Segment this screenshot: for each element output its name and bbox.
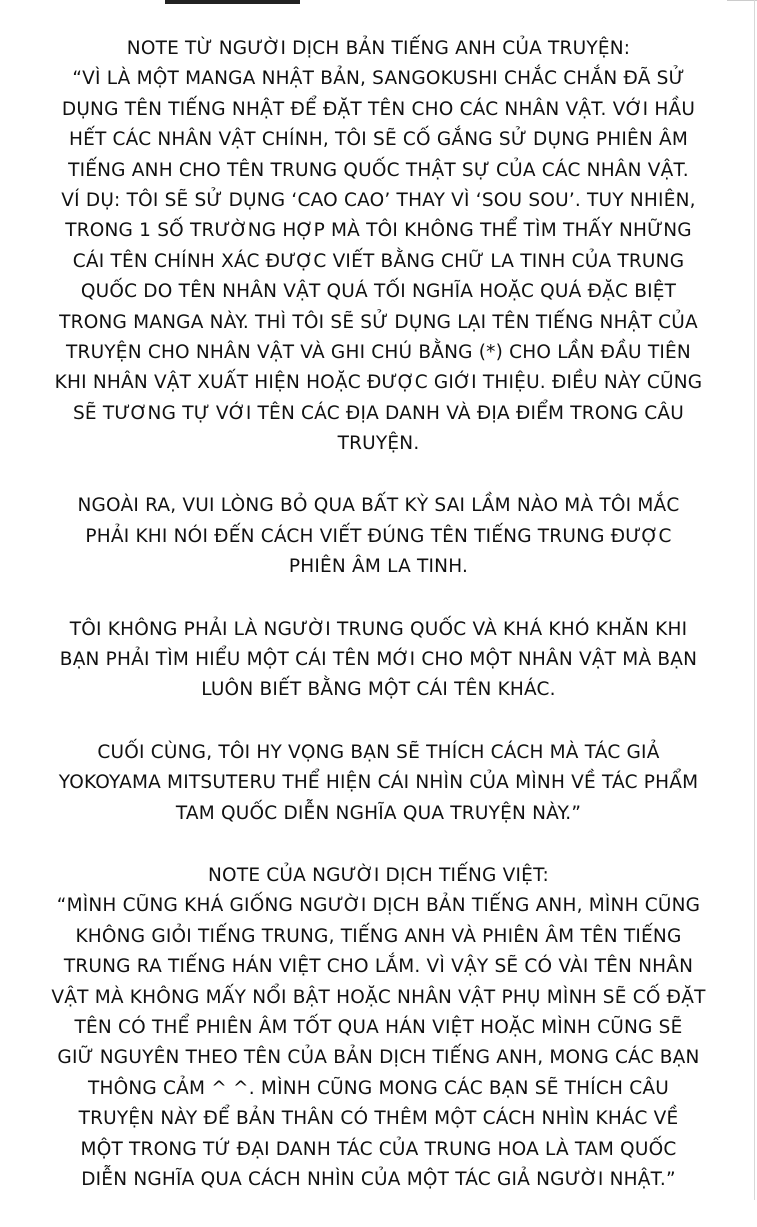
paragraph-line: PHIÊN ÂM LA TINH. — [288, 556, 469, 578]
paragraph-closing-hope — [20, 738, 737, 829]
translator-notes-page — [20, 34, 737, 1227]
note-heading: NOTE TỪ NGƯỜI DỊCH BẢN TIẾNG ANH CỦA TRUYỆN: — [126, 38, 631, 59]
note-line: KHI NHÂN VẬT XUẤT HIỆN HOẶC ĐƯỢC GIỚI THIỆU. ĐIỀU NÀY CŨNG — [54, 372, 703, 394]
paragraph-line: CUỐI CÙNG, TÔI HY VỌNG BẠN SẼ THÍCH CÁCH MÀ TÁC GIẢ — [97, 741, 660, 763]
note-line: TRUYỆN NÀY ĐỂ BẢN THÂN CÓ THÊM MỘT CÁCH NHÌN KHÁC VỀ — [78, 1108, 679, 1130]
paragraph-line: TAM QUỐC DIỄN NGHĨA QUA TRUYỆN NÀY.” — [175, 802, 582, 824]
note-heading: NOTE CỦA NGƯỜI DỊCH TIẾNG VIỆT: — [208, 864, 549, 886]
paragraph-line: YOKOYAMA MITSUTERU THỂ HIỆN CÁI NHÌN CỦA MÌNH VỀ TÁC PHẨM — [58, 772, 699, 794]
note-line: “MÌNH CŨNG KHÁ GIỐNG NGƯỜI DỊCH BẢN TIẾNG ANH, MÌNH CŨNG — [56, 895, 701, 917]
note-line: VÍ DỤ: TÔI SẼ SỬ DỤNG ‘CAO CAO’ THAY VÌ ‘SOU SOU’. TUY NHIÊN, — [61, 189, 696, 211]
page-edge-line — [754, 0, 755, 1200]
paragraph-line: NGOÀI RA, VUI LÒNG BỎ QUA BẤT KỲ SAI LẦM NÀO MÀ TÔI MẮC — [77, 495, 680, 517]
paragraph-not-chinese — [20, 615, 737, 706]
paragraph-line: BẠN PHẢI TÌM HIỂU MỘT CÁI TÊN MỚI CHO MỘT NHÂN VẬT MÀ BẠN — [59, 649, 698, 671]
corner-mark — [727, 0, 757, 1]
note-line: HẾT CÁC NHÂN VẬT CHÍNH, TÔI SẼ CỐ GẮNG SỬ DỤNG PHIÊN ÂM — [68, 129, 689, 151]
paragraph-line: LUÔN BIẾT BẰNG MỘT CÁI TÊN KHÁC. — [201, 679, 556, 701]
note-line: “VÌ LÀ MỘT MANGA NHẬT BẢN, SANGOKUSHI CHẮC CHẮN ĐÃ SỬ — [72, 68, 685, 90]
note-line: CÁI TÊN CHÍNH XÁC ĐƯỢC VIẾT BẰNG CHỮ LA TINH CỦA TRUNG — [72, 250, 685, 272]
note-line: THÔNG CẢM ^ ^. MÌNH CŨNG MONG CÁC BẠN SẼ THÍCH CÂU — [88, 1077, 669, 1099]
paragraph-line: TÔI KHÔNG PHẢI LÀ NGƯỜI TRUNG QUỐC VÀ KHÁ KHÓ KHĂN KHI — [69, 618, 688, 640]
note-line: SẼ TƯƠNG TỰ VỚI TÊN CÁC ĐỊA DANH VÀ ĐỊA ĐIỂM TRONG CÂU — [72, 402, 684, 424]
note-line: DỤNG TÊN TIẾNG NHẬT ĐỂ ĐẶT TÊN CHO CÁC NHÂN VẬT. VỚI HẦU — [61, 98, 696, 120]
note-line: QUỐC DO TÊN NHÂN VẬT QUÁ TỐI NGHĨA HOẶC QUÁ ĐẶC BIỆT — [80, 281, 677, 303]
note-line: TRONG MANGA NÀY. THÌ TÔI SẼ SỬ DỤNG LẠI TÊN TIẾNG NHẬT CỦA — [59, 311, 698, 333]
paragraph-romanization-apology — [20, 491, 737, 582]
note-line: TRUYỆN. — [337, 433, 420, 455]
note-line: KHÔNG GIỎI TIẾNG TRUNG, TIẾNG ANH VÀ PHIÊN ÂM TÊN TIẾNG — [75, 925, 682, 947]
english-translator-note — [20, 34, 737, 459]
note-line: TRUNG RA TIẾNG HÁN VIỆT CHO LẮM. VÌ VẬY SẼ CÓ VÀI TÊN NHÂN — [63, 956, 694, 978]
note-line: TÊN CÓ THỂ PHIÊN ÂM TỐT QUA HÁN VIỆT HOẶC MÌNH CŨNG SẼ — [74, 1016, 683, 1038]
note-line: GIỮ NGUYÊN THEO TÊN CỦA BẢN DỊCH TIẾNG ANH, MONG CÁC BẠN — [57, 1047, 700, 1069]
top-border-fragment — [165, 0, 300, 4]
note-line: TIẾNG ANH CHO TÊN TRUNG QUỐC THẬT SỰ CỦA CÁC NHÂN VẬT. — [68, 159, 689, 181]
vietnamese-translator-note — [20, 861, 737, 1195]
note-line: VẬT MÀ KHÔNG MẤY NỔI BẬT HOẶC NHÂN VẬT PHỤ MÌNH SẼ CỐ ĐẶT — [51, 986, 706, 1008]
note-line: TRUYỆN CHO NHÂN VẬT VÀ GHI CHÚ BẰNG (*) CHO LẦN ĐẦU TIÊN — [66, 341, 691, 363]
note-line: TRONG 1 SỐ TRƯỜNG HỢP MÀ TÔI KHÔNG THỂ TÌM THẤY NHỮNG — [65, 220, 692, 242]
note-line: DIỄN NGHĨA QUA CÁCH NHÌN CỦA MỘT TÁC GIẢ NGƯỜI NHẬT.” — [81, 1168, 676, 1190]
note-line: MỘT TRONG TỨ ĐẠI DANH TÁC CỦA TRUNG HOA LÀ TAM QUỐC — [80, 1138, 677, 1160]
paragraph-line: PHẢI KHI NÓI ĐẾN CÁCH VIẾT ĐÚNG TÊN TIẾNG TRUNG ĐƯỢC — [85, 525, 672, 547]
